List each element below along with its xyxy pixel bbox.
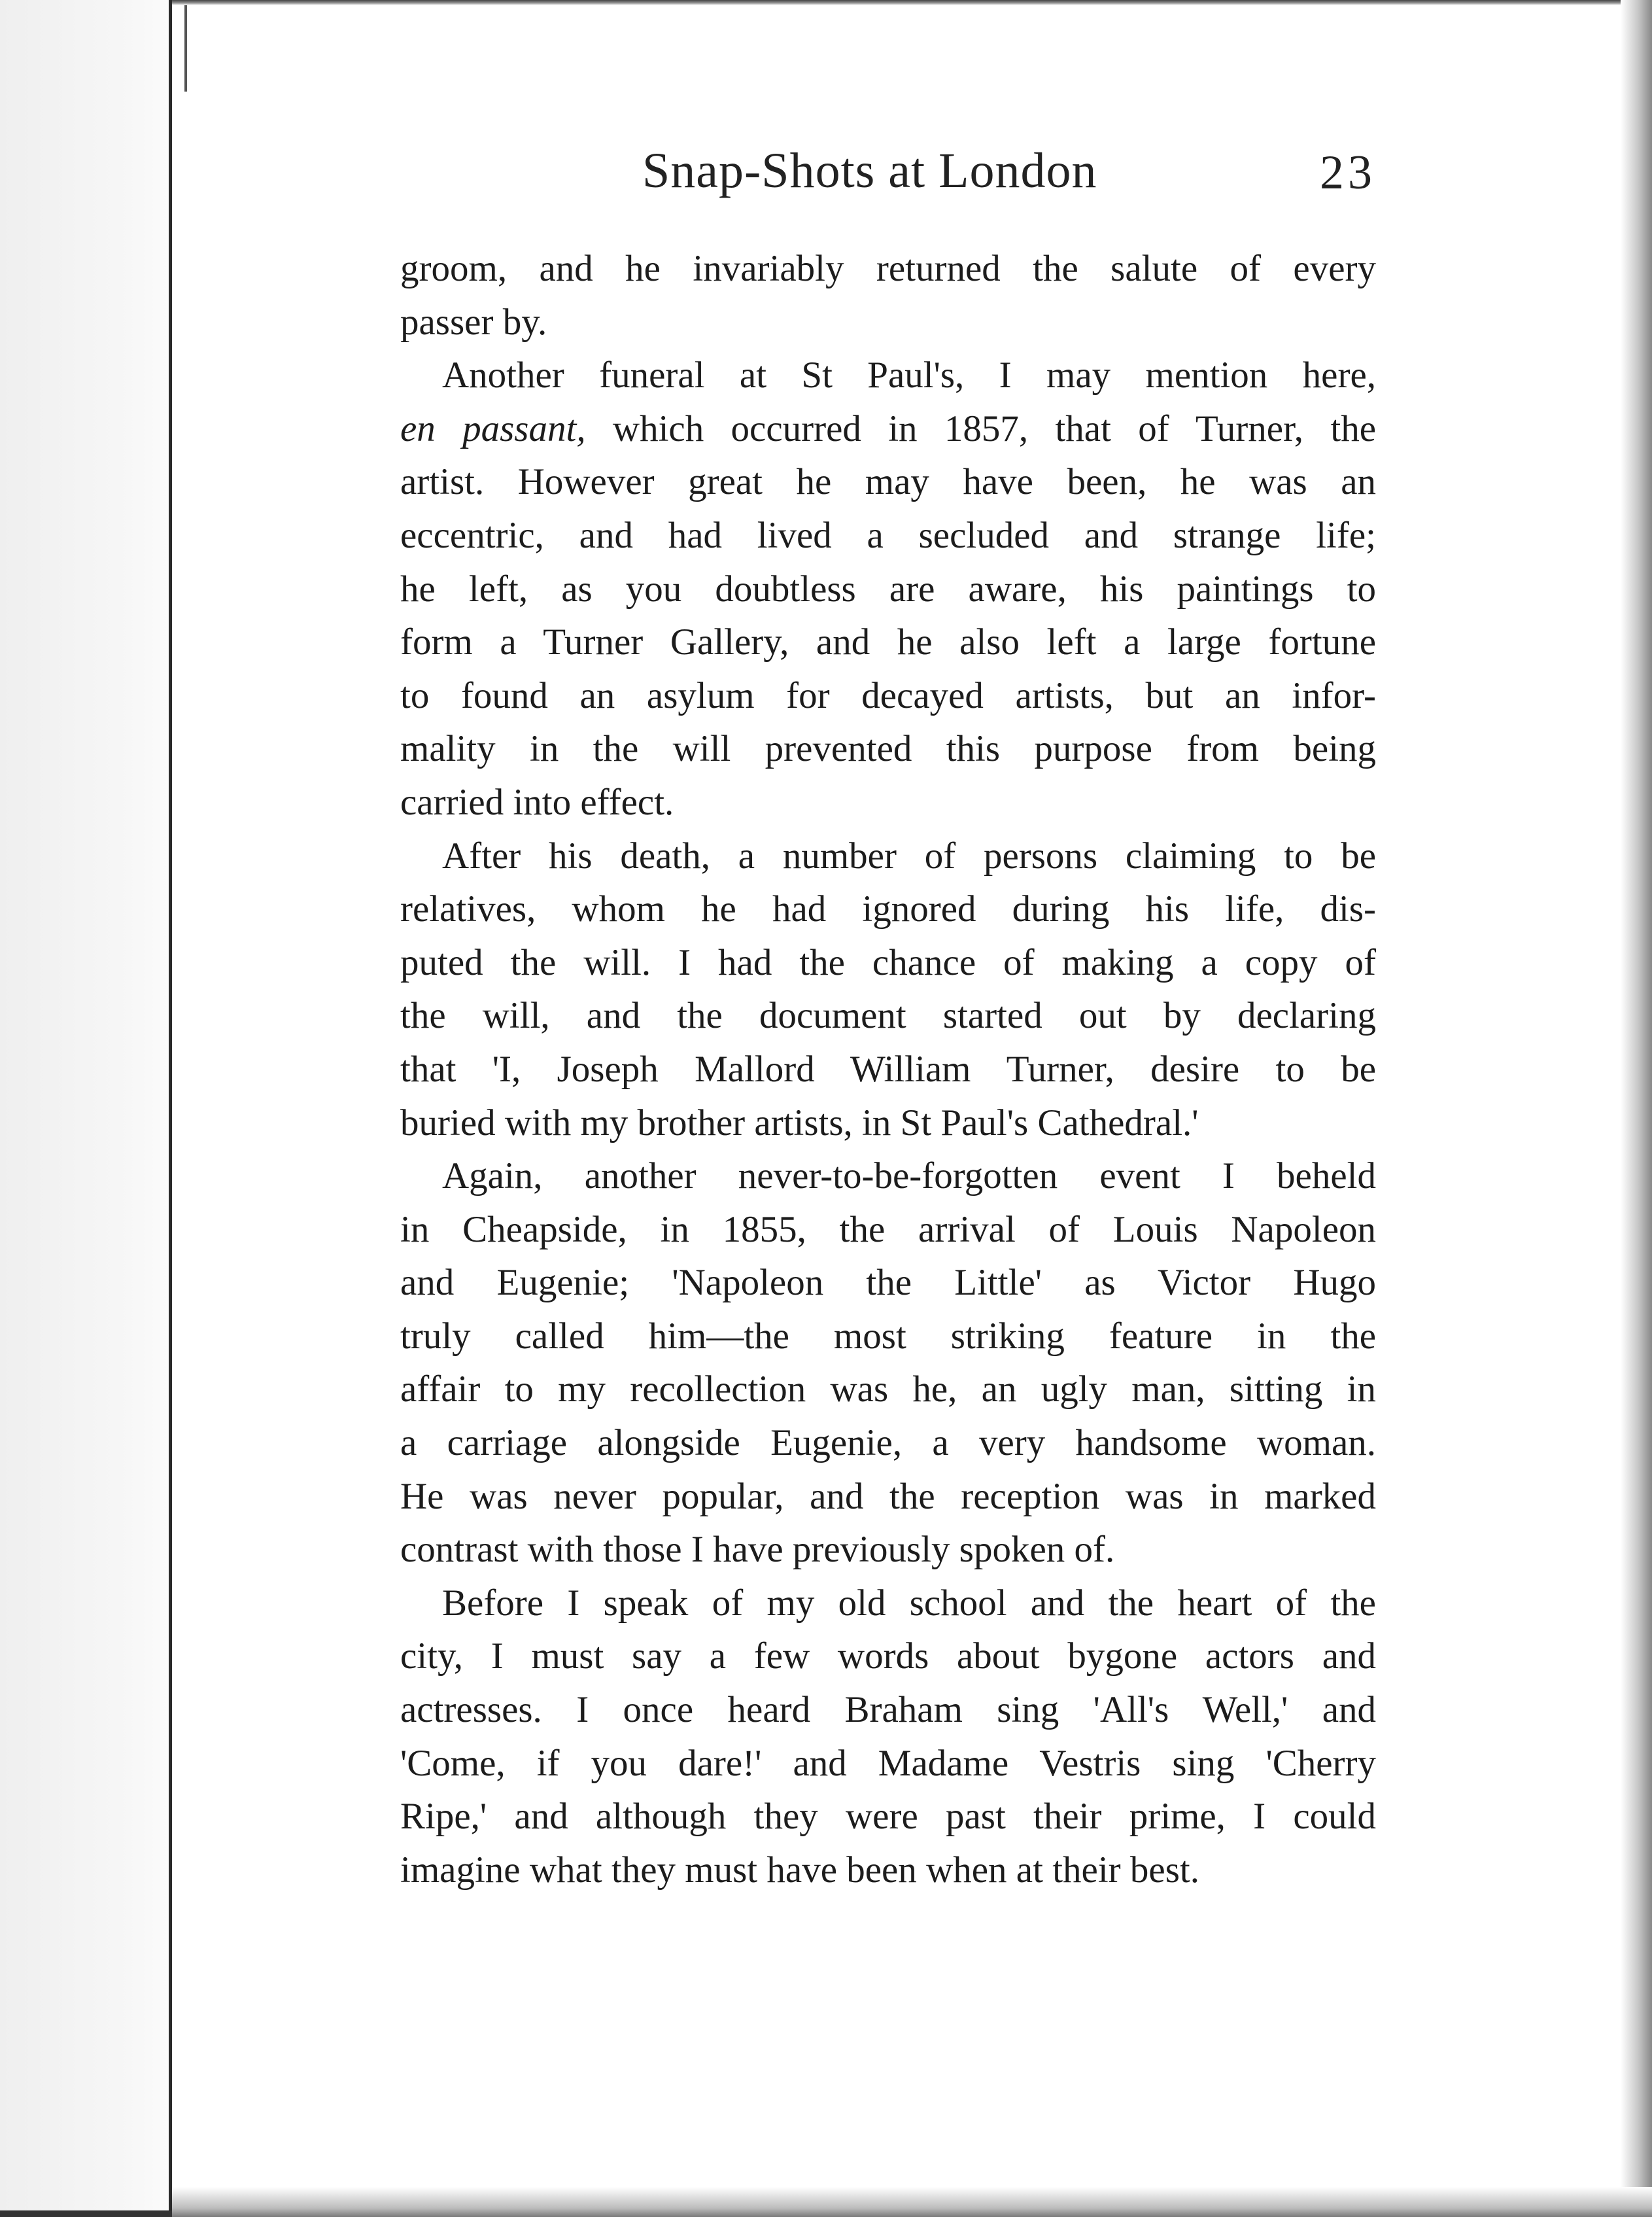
text-line: He was never popular, and the reception was in marked — [400, 1475, 1376, 1517]
text-line: form a Turner Gallery, and he also left a large fortune — [400, 621, 1376, 663]
right-scan-edge — [1621, 0, 1652, 2217]
text-line: mality in the will prevented this purpose from being — [400, 728, 1376, 770]
text-line-with-italic: en passant, which occurred in 1857, that of Turner, the — [400, 408, 1376, 449]
bottom-left-scan-edge — [0, 2210, 172, 2217]
binding-mark — [184, 0, 187, 92]
text-line: a carriage alongside Eugenie, a very handsome woman. — [400, 1422, 1376, 1464]
left-margin-strip — [0, 0, 169, 2217]
text-line: and Eugenie; 'Napoleon the Little' as Victor Hugo — [400, 1262, 1376, 1304]
running-head — [400, 131, 1376, 222]
text-line: passer by. — [400, 301, 547, 343]
text-line: affair to my recollection was he, an ugly man, sitting in — [400, 1369, 1376, 1410]
text-line: imagine what they must have been when at their best. — [400, 1849, 1199, 1891]
book-page — [400, 131, 1376, 1891]
text-line: in Cheapside, in 1855, the arrival of Louis Napoleon — [400, 1208, 1376, 1250]
text-line: relatives, whom he had ignored during his life, dis- — [400, 888, 1376, 930]
text-line: to found an asylum for decayed artists, but an infor- — [400, 674, 1376, 716]
text-line: carried into effect. — [400, 781, 674, 823]
binding-edge-line — [169, 0, 172, 2217]
italic-phrase: en passant, — [400, 408, 586, 449]
text-line: groom, and he invariably returned the salute of every — [400, 248, 1376, 289]
text-line: Another funeral at St Paul's, I may mention here, — [442, 355, 1376, 396]
text-line: puted the will. I had the chance of making a copy of — [400, 941, 1376, 983]
text-line: he left, as you doubtless are aware, his paintings to — [400, 568, 1376, 610]
text-line: Again, another never-to-be-forgotten event I beheld — [442, 1155, 1376, 1197]
page-number: 23 — [1320, 146, 1376, 200]
body-text — [400, 242, 1376, 1896]
text-line: the will, and the document started out by declaring — [400, 995, 1376, 1037]
text-line: Ripe,' and although they were past their prime, I could — [400, 1796, 1376, 1838]
text-line: Before I speak of my old school and the heart of the — [442, 1582, 1376, 1624]
running-title: Snap-Shots at London — [642, 143, 1097, 198]
bottom-scan-edge — [172, 2187, 1652, 2217]
text-line: that 'I, Joseph Mallord William Turner, desire to be — [400, 1048, 1376, 1090]
text-line: 'Come, if you dare!' and Madame Vestris sing 'Cherry — [400, 1742, 1376, 1784]
text-line: truly called him—the most striking feature in the — [400, 1315, 1376, 1357]
text-line: After his death, a number of persons claiming to be — [442, 835, 1376, 877]
text-line: artist. However great he may have been, he was an — [400, 461, 1376, 503]
text-line: actresses. I once heard Braham sing 'All's Well,' and — [400, 1689, 1376, 1731]
top-scan-edge — [172, 0, 1652, 5]
text-line: contrast with those I have previously spoken of. — [400, 1529, 1115, 1571]
text-line: city, I must say a few words about bygone actors and — [400, 1635, 1376, 1677]
text-line: eccentric, and had lived a secluded and strange life; — [400, 514, 1376, 556]
text-line: buried with my brother artists, in St Paul's Cathedral.' — [400, 1102, 1199, 1143]
